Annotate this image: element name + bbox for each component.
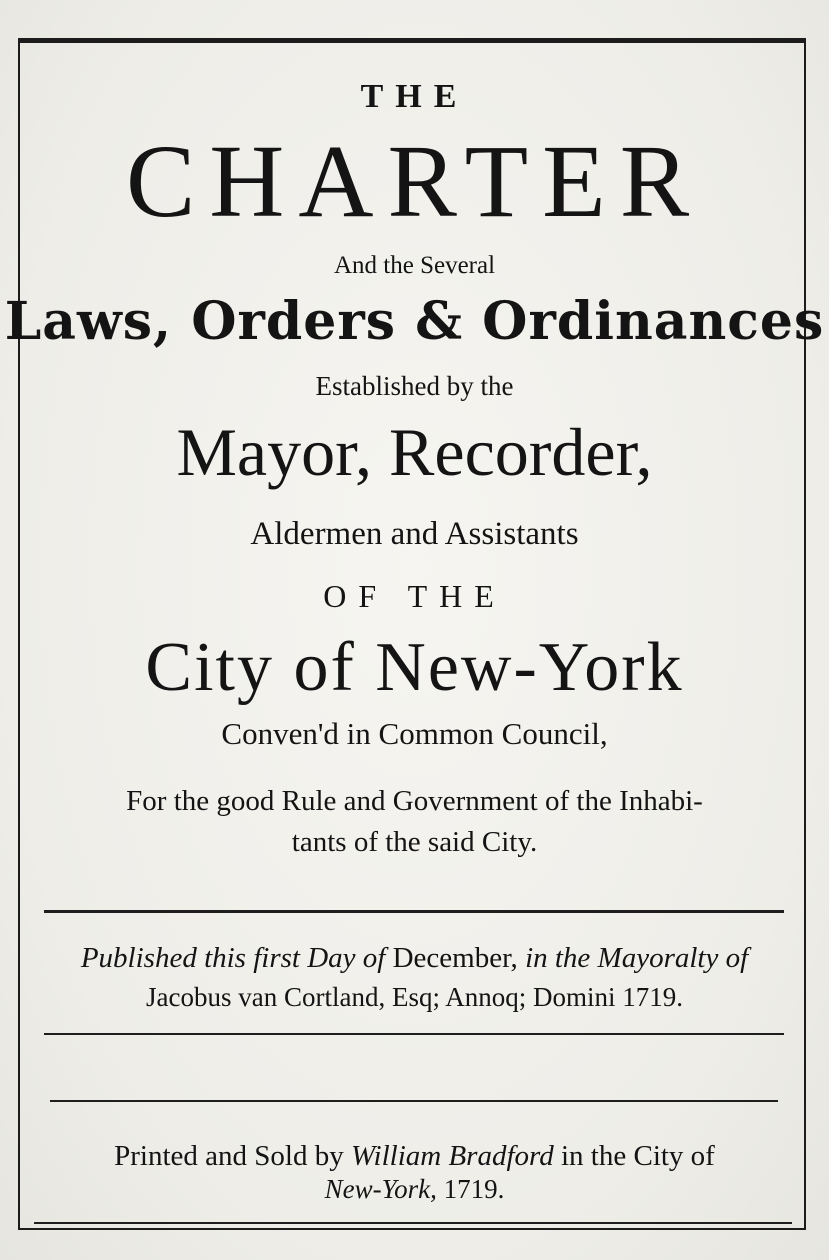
text-established-by: Established by the [315, 371, 514, 401]
imprint-line2 [0, 1176, 829, 1203]
text-purpose-line1: For the good Rule and Government of the Inhabi- [126, 785, 703, 817]
text-purpose-line2: tants of the said City. [291, 826, 538, 858]
subheading-several: And the Several [333, 252, 496, 279]
publication-month: December, [392, 942, 518, 974]
imprint-printer: William Bradford [350, 1140, 554, 1172]
divider-rule [50, 1100, 778, 1102]
imprint-place: New-York, [324, 1174, 437, 1204]
imprint-suffix: in the City of [560, 1140, 715, 1172]
publication-line2: Jacobus van Cortland, Esq; Annoq; Domini 1719. [146, 982, 683, 1012]
publication-suffix: in the Mayoralty of [525, 942, 749, 974]
top-rule [18, 40, 806, 43]
heading-charter: CHARTER [125, 124, 704, 239]
heading-city-name: City of New-York [145, 629, 684, 706]
heading-laws-orders: Laws, Orders & Ordinances [4, 291, 825, 352]
publication-line1 [0, 944, 829, 973]
heading-mayor-recorder: Mayor, Recorder, [176, 414, 653, 490]
bottom-rule [34, 1222, 792, 1224]
heading-the: THE [360, 78, 469, 115]
text-aldermen-assistants: Aldermen and Assistants [250, 516, 579, 552]
text-convened: Conven'd in Common Council, [221, 716, 608, 751]
imprint-year: 1719. [443, 1174, 505, 1204]
imprint-line1 [0, 1142, 829, 1171]
text-of-the: OF THE [323, 578, 506, 614]
divider-rule [44, 1033, 784, 1035]
divider-rule [44, 910, 784, 913]
publication-prefix: Published this first Day of [80, 942, 386, 974]
imprint-prefix: Printed and Sold by [114, 1140, 344, 1172]
